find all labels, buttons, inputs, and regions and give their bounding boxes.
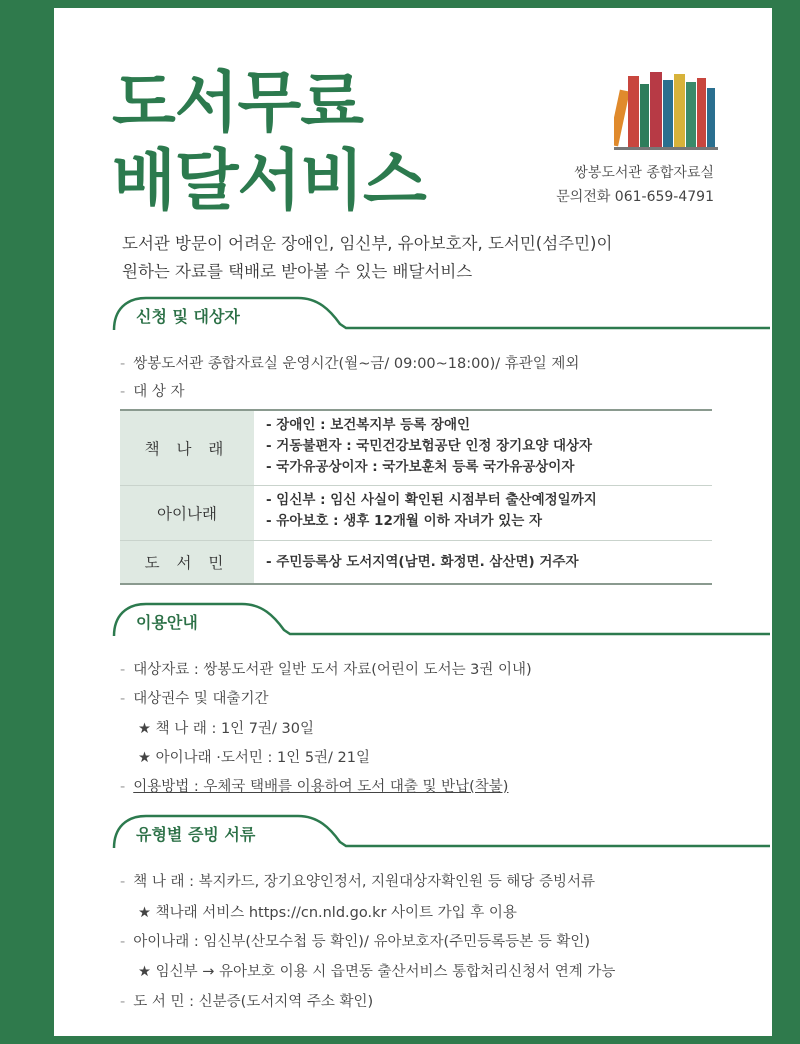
table-category: 아이나래 — [120, 486, 254, 540]
table-cell: - 국가유공상이자 : 국가보훈처 등록 국가유공상이자 — [266, 459, 575, 475]
section-tab-shape — [112, 602, 772, 638]
poster — [54, 8, 772, 1036]
table-cell: - 임신부 : 임신 사실이 확인된 시점부터 출산예정일까지 — [266, 492, 597, 508]
intro-line-2: 원하는 자료를 택배로 받아볼 수 있는 배달서비스 — [122, 262, 473, 281]
list-item: - 쌍봉도서관 종합자료실 운영시간(월~금/ 09:00~18:00)/ 휴관일 제외 — [120, 356, 580, 372]
table-row — [120, 541, 712, 583]
list-item: - 대 상 자 — [120, 384, 185, 400]
list-item: - 아이나래 : 임신부(산모수첩 등 확인)/ 유아보호자(주민등록등본 등 확인) — [120, 934, 591, 950]
section-heading: 신청 및 대상자 — [136, 307, 240, 326]
table-category: 도 서 민 — [120, 541, 254, 583]
section-header-documents — [112, 814, 772, 850]
table-row — [120, 411, 712, 486]
table-category: 책 나 래 — [120, 411, 254, 485]
list-item: - 대상권수 및 대출기간 — [120, 691, 269, 707]
list-item: ★ 아이나래 ·도서민 : 1인 5권/ 21일 — [138, 750, 371, 766]
poster-title-line1: 도서무료 — [112, 64, 364, 141]
list-item: - 대상자료 : 쌍봉도서관 일반 도서 자료(어린이 도서는 3권 이내) — [120, 662, 532, 678]
list-item: - 도 서 민 : 신분증(도서지역 주소 확인) — [120, 994, 374, 1010]
table-cell: - 주민등록상 도서지역(남면. 화정면. 삼산면) 거주자 — [266, 553, 579, 570]
intro-line-1: 도서관 방문이 어려운 장애인, 임신부, 유아보호자, 도서민(섬주민)이 — [122, 234, 613, 253]
list-item: - 책 나 래 : 복지카드, 장기요양인정서, 지원대상자확인원 등 해당 증빙서류 — [120, 874, 596, 890]
table-cell: - 장애인 : 보건복지부 등록 장애인 — [266, 417, 471, 433]
contact-phone: 문의전화 061-659-4791 — [556, 189, 714, 205]
table-cell: - 유아보호 : 생후 12개월 이하 자녀가 있는 자 — [266, 513, 543, 529]
table-cell: - 거동불편자 : 국민건강보험공단 인정 장기요양 대상자 — [266, 438, 593, 454]
section-header-usage — [112, 602, 772, 638]
list-item: ★ 책나래 서비스 https://cn.nld.go.kr 사이트 가입 후 이용 — [138, 905, 517, 921]
library-name: 쌍봉도서관 종합자료실 — [574, 165, 714, 181]
section-heading: 이용안내 — [136, 613, 198, 632]
list-item: - 이용방법 : 우체국 택배를 이용하여 도서 대출 및 반납(착불) — [120, 779, 509, 795]
eligibility-table — [120, 409, 712, 585]
section-header-application — [112, 296, 772, 332]
list-item: ★ 임신부 → 유아보호 이용 시 읍면동 출산서비스 통합처리신청서 연계 가능 — [138, 964, 616, 980]
poster-title-line2: 배달서비스 — [112, 142, 426, 219]
section-heading: 유형별 증빙 서류 — [136, 825, 256, 844]
table-row — [120, 486, 712, 541]
list-item: ★ 책 나 래 : 1인 7권/ 30일 — [138, 721, 314, 737]
books-icon — [614, 70, 718, 150]
